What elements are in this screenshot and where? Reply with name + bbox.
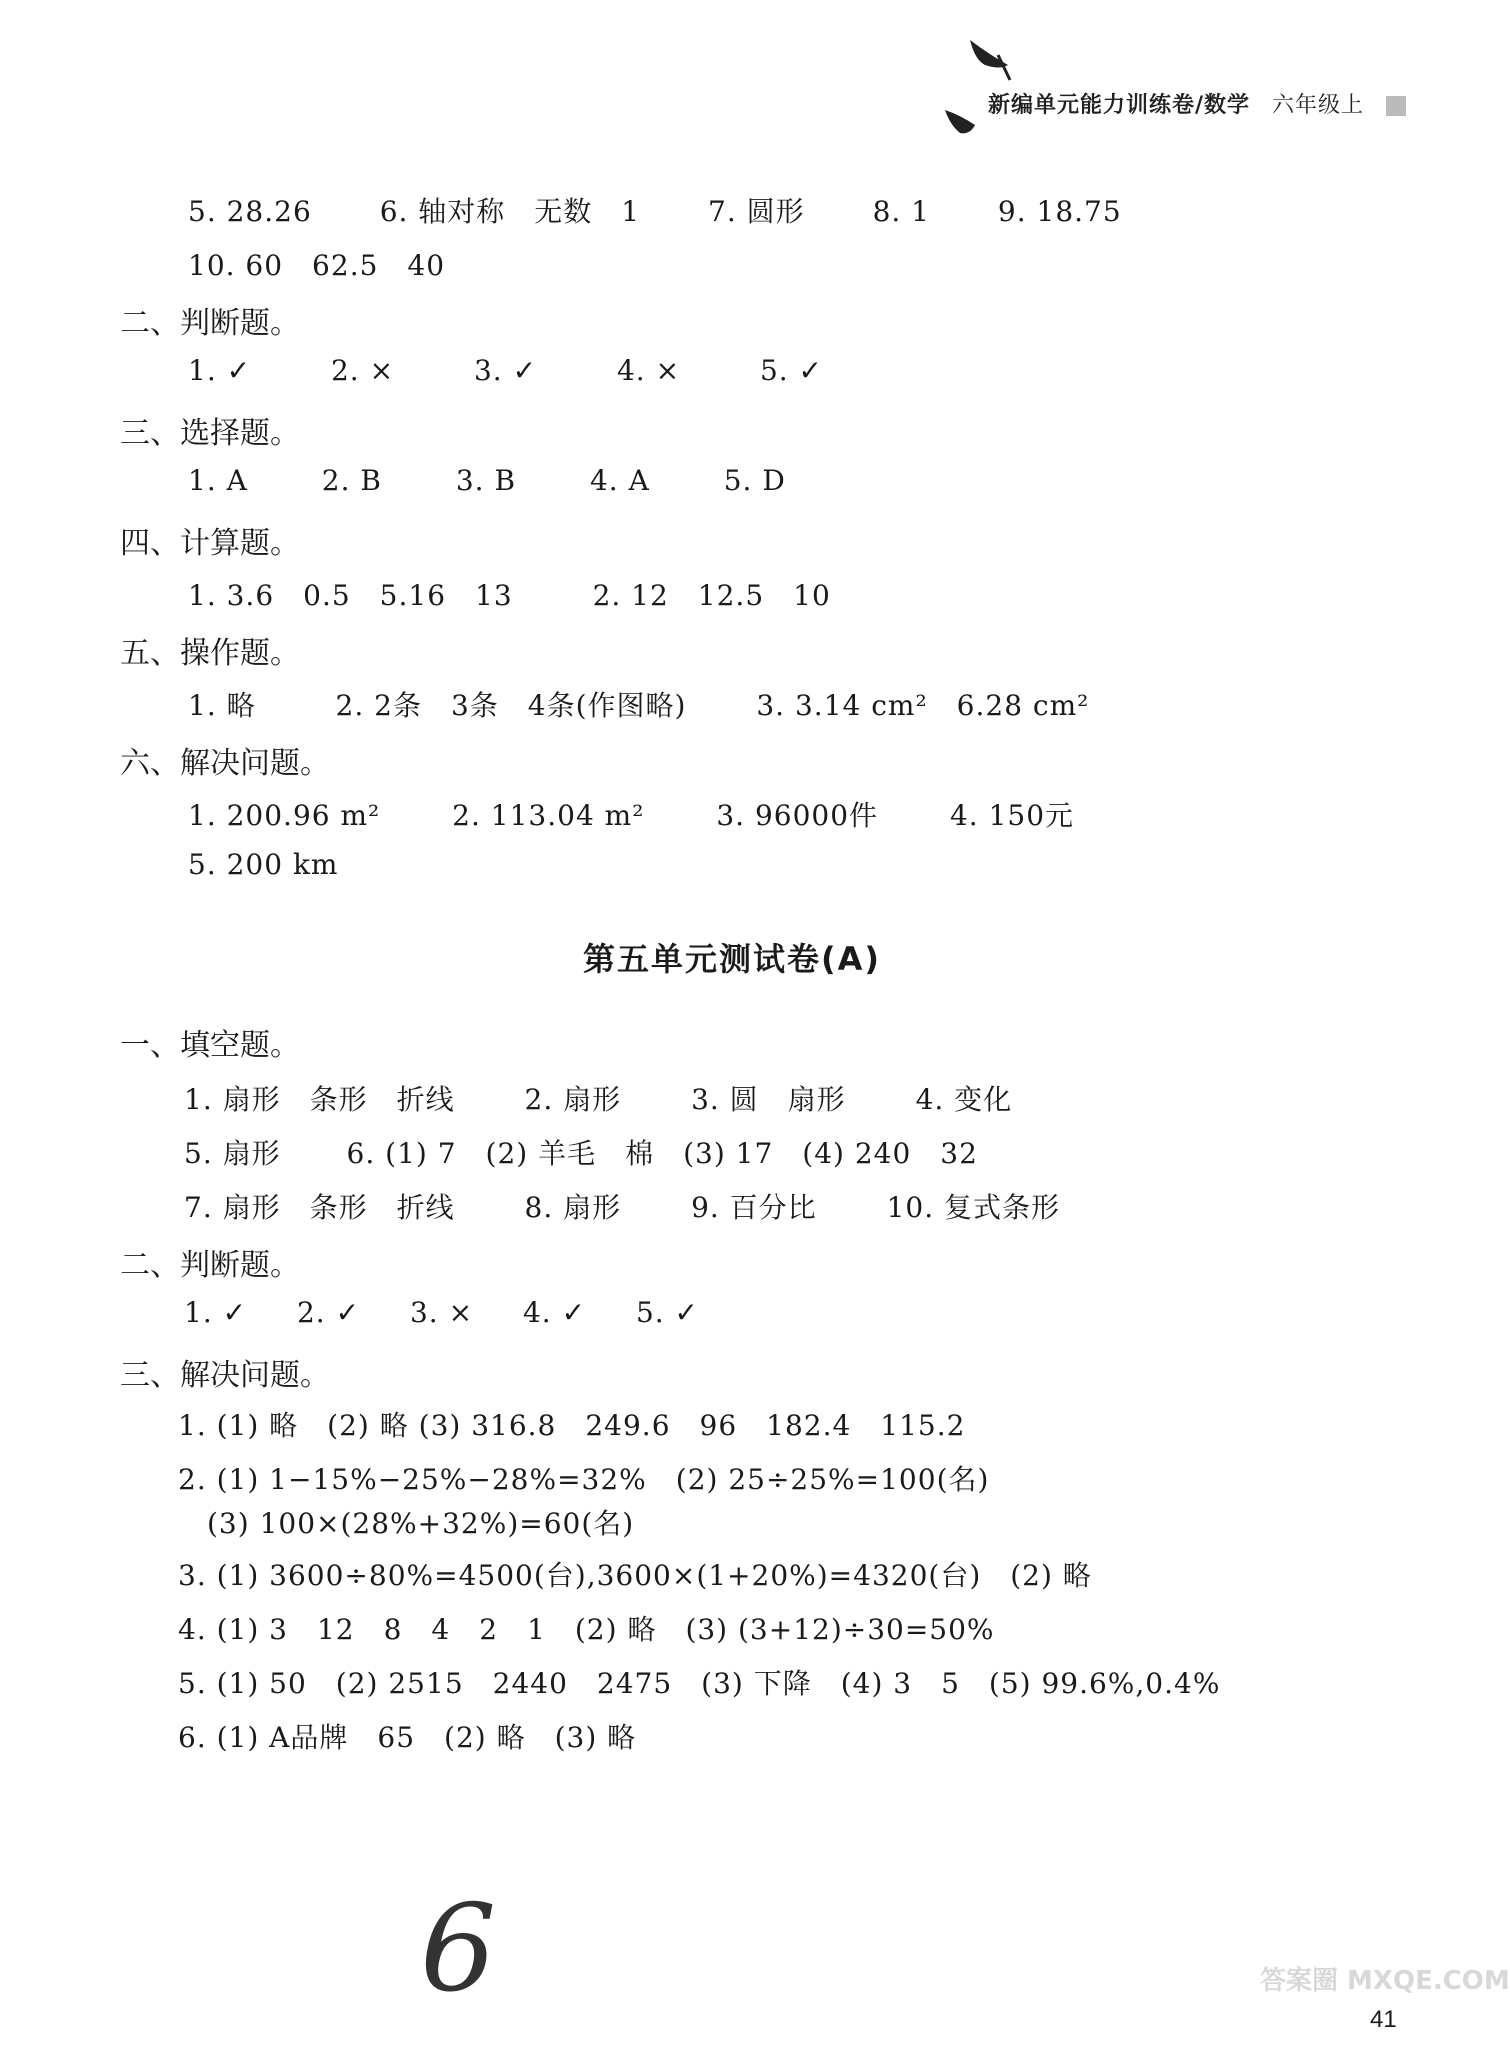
watermark-logo: 答案圈 MXQE.COM: [1260, 1966, 1510, 1996]
book-title: 新编单元能力训练卷/数学: [988, 93, 1251, 118]
answer-line: 3. (1) 3600÷80%=4500(台),3600×(1+20%)=4320(台) (2) 略: [178, 1559, 1092, 1592]
answer-line: [184, 1078, 1012, 1118]
answer-line: [188, 354, 823, 387]
answer-item: 2. ✓: [296, 1296, 361, 1329]
answer-item: 3. 96000件: [716, 799, 879, 832]
section-heading: 一、填空题。: [120, 1028, 300, 1063]
section-heading: 三、选择题。: [120, 416, 300, 451]
running-header: [988, 88, 1406, 119]
answer-item: 3. ✓: [473, 354, 538, 387]
answer-line: (3) 100×(28%+32%)=60(名): [178, 1507, 635, 1540]
answer-item: 2. ×: [330, 354, 395, 387]
grade-label: 六年级上: [1272, 93, 1365, 118]
answer-item: 1. 略: [188, 689, 256, 722]
answer-item: 2. 12 12.5 10: [592, 579, 831, 612]
answer-line: 4. (1) 3 12 8 4 2 1 (2) 略 (3) (3+12)÷30=50%: [178, 1613, 995, 1646]
answer-item: 1. 扇形 条形 折线: [184, 1083, 455, 1116]
answer-item: 5. ✓: [635, 1296, 700, 1329]
answer-item: 1. ✓: [184, 1296, 248, 1329]
page-number: 41: [1370, 2006, 1397, 2033]
answer-line: 6. (1) A品牌 65 (2) 略 (3) 略: [178, 1721, 637, 1754]
section-heading: 二、判断题。: [120, 306, 300, 341]
answer-item: 1. A: [188, 464, 248, 497]
answer-item: 7. 扇形 条形 折线: [184, 1191, 455, 1224]
answer-item: 8. 1: [872, 195, 930, 228]
answer-item: 7. 圆形: [708, 195, 805, 228]
answer-item: 1. ✓: [188, 354, 252, 387]
answer-item: 3. 3.14 cm² 6.28 cm²: [756, 689, 1090, 722]
section-heading: 五、操作题。: [120, 636, 300, 671]
answer-item: 9. 18.75: [997, 195, 1122, 228]
section-heading: 二、判断题。: [120, 1248, 300, 1283]
answer-item: 1. 200.96 m²: [188, 799, 381, 832]
answer-item: 9. 百分比: [691, 1191, 817, 1224]
answer-item: 5. ✓: [759, 354, 824, 387]
answer-item: 4. ×: [616, 354, 681, 387]
answer-item: 2. B: [321, 464, 382, 497]
answer-item: 5. D: [723, 464, 786, 497]
answer-item: 10. 复式条形: [886, 1191, 1061, 1224]
answer-item: 2. 扇形: [524, 1083, 622, 1116]
answer-line: 1. (1) 略 (2) 略 (3) 316.8 249.6 96 182.4 115.2: [178, 1409, 966, 1442]
answer-item: 6. (1) 7 (2) 羊毛 棉 (3) 17 (4) 240 32: [346, 1137, 978, 1170]
answer-line: [184, 1186, 1060, 1226]
answer-item: 4. ✓: [522, 1296, 587, 1329]
answer-item: 4. 变化: [915, 1083, 1013, 1116]
answer-item: 6. 轴对称 无数 1: [379, 195, 641, 228]
answer-line: [184, 1296, 699, 1329]
answer-line: [188, 848, 338, 881]
answer-line: [188, 684, 1089, 724]
unit-title: 第五单元测试卷(A): [582, 940, 882, 978]
answer-item: 5. 扇形: [184, 1137, 281, 1170]
section-heading: 三、解决问题。: [120, 1358, 330, 1393]
section-heading: 六、解决问题。: [120, 746, 330, 781]
answer-item: 3. ×: [409, 1296, 474, 1329]
answer-line: [188, 190, 1122, 230]
handwritten-mark: 6: [420, 1880, 497, 2019]
answer-item: 3. 圆 扇形: [691, 1083, 846, 1116]
logo-icon: [1386, 96, 1406, 116]
answer-line: [188, 794, 1074, 834]
answer-line: [188, 244, 445, 284]
answer-item: 8. 扇形: [524, 1191, 622, 1224]
answer-line: [184, 1132, 978, 1172]
answer-item: 4. 150元: [949, 799, 1075, 832]
answer-item: 10. 60 62.5 40: [188, 249, 446, 282]
answer-item: 5. 28.26: [188, 195, 312, 228]
answer-item: 3. B: [455, 464, 517, 497]
answer-item: 2. 2条 3条 4条(作图略): [335, 689, 687, 722]
bird-decoration-icon: [930, 25, 1030, 145]
answer-line: 2. (1) 1−15%−25%−28%=32% (2) 25÷25%=100(名): [178, 1463, 990, 1496]
answer-line: [188, 464, 786, 497]
answer-line: 5. (1) 50 (2) 2515 2440 2475 (3) 下降 (4) 3 5 (5) 99.6%,0.4%: [178, 1667, 1221, 1700]
answer-item: 4. A: [589, 464, 650, 497]
answer-item: 5. 200 km: [188, 848, 339, 881]
answer-item: 2. 113.04 m²: [452, 799, 645, 832]
answer-line: [188, 574, 831, 614]
answer-item: 1. 3.6 0.5 5.16 13: [188, 579, 513, 612]
section-heading: 四、计算题。: [120, 526, 300, 561]
